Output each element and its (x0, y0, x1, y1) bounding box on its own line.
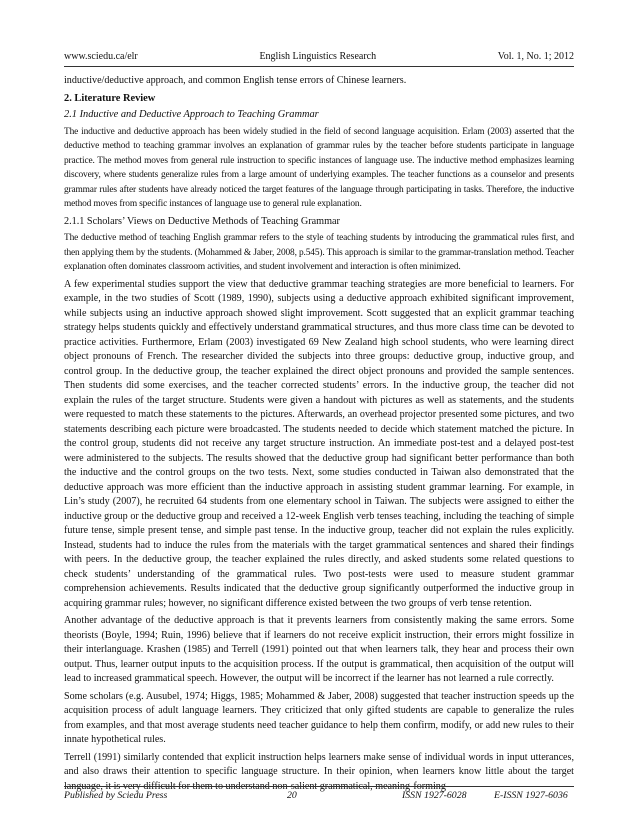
eissn-label: E-ISSN 1927-6036 (494, 790, 568, 801)
journal-url[interactable]: www.sciedu.ca/elr (64, 50, 138, 62)
subsubsection-heading: 2.1.1 Scholars’ Views on Deductive Methods of Teaching Grammar (64, 215, 340, 227)
journal-name: English Linguistics Research (259, 50, 377, 62)
running-header (64, 48, 574, 64)
intro-line: inductive/deductive approach, and common English tense errors of Chinese learners. (64, 75, 407, 86)
paragraph-deductive-definition: The deductive method of teaching English grammar refers to the style of teaching students by introducing the grammatical rules first, and then applying them by the students. (Mohammed & Jaber, 2008, p.545). This approach is similar to the grammar-translation method. Teacher explanation often dominates classroom activities, and student involvement and interaction is often minimized. (64, 233, 574, 272)
running-footer (64, 790, 574, 806)
paragraph-experimental-studies: A few experimental studies support the view that deductive grammar teaching strategies are more beneficial to learners. For example, in the two studies of Scott (1989, 1990), subjects using a deductive approach exhibited significant improvement, while subjects using an inductive approach showed slight improvement. Scott suggested that an explicit grammar teaching strategy helps students quickly and effectively understand grammatical structures, and thus more class time can be devoted to practice activities. Furthermore, Erlam (2003) investigated 69 New Zealand high school students, who were learning direct object pronouns of French. The researcher divided the subjects into three groups: deductive group, inductive group, and control group. In the deductive group, the teacher explained the direct object pronouns and provided the sample sentences. Then students did some exercises, and the teacher corrected students’ errors. In the inductive group, the teacher did not explain the rules of the target structure. Students were given a handout with pictures as well as statements, and the students were requested to match these statements to the pictures. Afterwards, an overhead projector presented some pictures, and two statements describing each picture were broadcasted. The students needed to decide which statement matched the picture. In the control group, students did not receive any target structure instruction. An immediate post-test and a delayed post-test were administered to the subjects. The results showed that the deductive group had significant better performance than both the inductive and the control groups on the two tests. Next, some studies conducted in Taiwan also demonstrated that the deductive approach was more efficient than the inductive approach in assisting student grammar learning. For example, in Lin’s study (2007), he recruited 64 students from one elementary school in Taiwan. The subjects were assigned to either the inductive group or the deductive group and received a 12-week English verb tenses teaching, including the teaching of simple future tense, simple present tense, and simple past tense. In the inductive group, teacher did not explain the rules explicitly. Instead, students had to induce the rules from the materials with the target grammatical sentences and shared their findings with peers. In the deductive group, the teacher explained the rules directly, and asked students some related questions to check students’ understanding of the grammatical rules. Two post-tests were used to measure student grammar comprehension achievements. Results indicated that the deductive group significantly outperformed the inductive group in acquiring grammar rules; however, no significant difference existed between the two groups of verb tense retention. (64, 278, 574, 609)
subsection-heading: 2.1 Inductive and Deductive Approach to Teaching Grammar (64, 109, 319, 120)
header-divider (64, 66, 574, 67)
page-number: 20 (287, 790, 297, 801)
volume-info: Vol. 1, No. 1; 2012 (497, 50, 574, 62)
paragraph-explicit-instruction: Terrell (1991) similarly contended that explicit instruction helps learners make sense of individual words in input utterances, and also draws their attention to specific language structure. In their opinion, when learners know little about the target language, it is very difficult for them to understand non-salient grammatical, meaning-forming (64, 751, 574, 792)
paragraph-adult-learners: Some scholars (e.g. Ausubel, 1974; Higgs, 1985; Mohammed & Jaber, 2008) suggested that teacher instruction speeds up the acquisition process of adult language learners. They criticized that only gifted students are capable to generalize the rules from examples, and that most average students need teacher guidance to help them confirm, modify, or add new rules to their innate hypothetical rules. (64, 690, 574, 745)
paragraph-error-prevention: Another advantage of the deductive approach is that it prevents learners from consistently making the same errors. Some theorists (Boyle, 1994; Ruin, 1996) believe that if learners do not receive explicit instruction, their errors might fossilize in their interlanguage. Krashen (1985) and Terrell (1991) pointed out that when learners talk, they hear and process their own output. Thus, learner output inputs to the acquisition process. If the output is grammatical, then acquisition of the output will lead to increased grammatical speech. However, the output will be incorrect if the learner has not learned a rule correctly. (64, 615, 574, 684)
paragraph-approach-definitions: The inductive and deductive approach has been widely studied in the field of second language acquisition. Erlam (2003) asserted that the deductive method to teaching grammar involves an explanation of grammar rules by the teacher before students participate in language practice. The method moves from general rule instruction to specific instances of language use. The inductive method emphasizes learning discovery, where students generalize rules from a large amount of underlying examples. The teacher functions as a counselor and presents grammar rules after students have already noticed the target features of the language through participating in tasks. Therefore, the inductive method moves from specific instances of language use to general rule explanation. (64, 126, 574, 209)
issn-label: ISSN 1927-6028 (402, 790, 467, 801)
publisher-label: Published by Sciedu Press (64, 790, 168, 801)
section-heading: 2. Literature Review (64, 92, 156, 104)
footer-divider (64, 786, 574, 787)
article-body (64, 74, 574, 797)
